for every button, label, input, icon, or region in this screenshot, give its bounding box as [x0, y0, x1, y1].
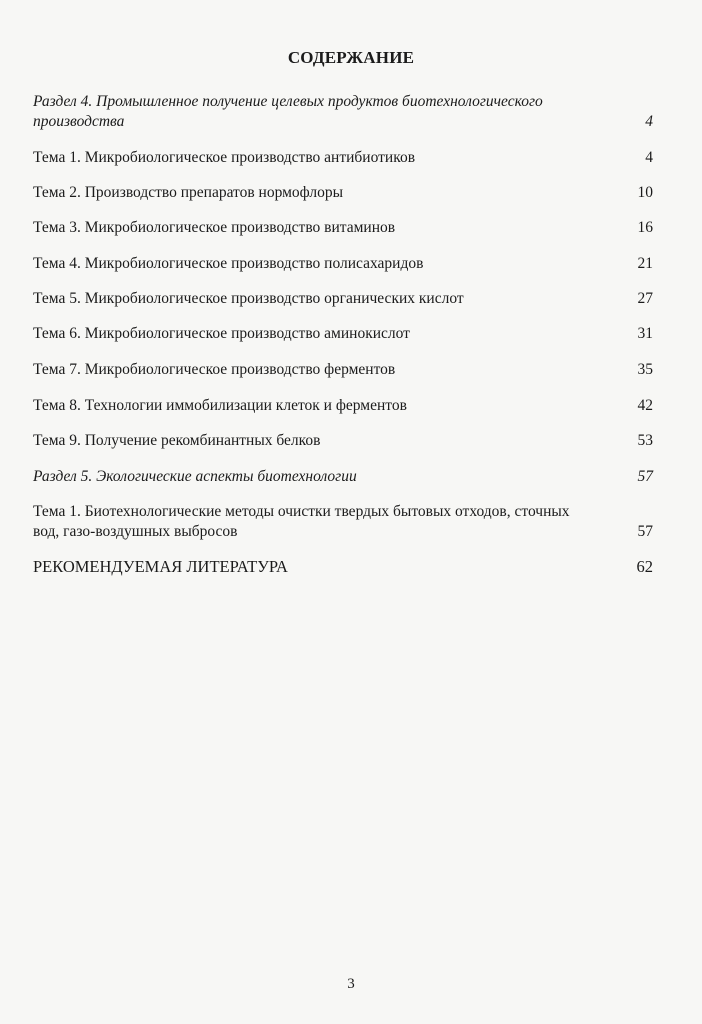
toc-entry-text: Тема 6. Микробиологическое производство аминокислот	[33, 325, 410, 342]
toc-entry-section-5	[33, 467, 653, 487]
toc-entry	[33, 148, 653, 168]
toc-entry-page: 35	[637, 361, 653, 378]
page-title: СОДЕРЖАНИЕ	[287, 48, 415, 67]
toc-entry-literature	[33, 557, 653, 577]
toc-entry	[33, 289, 653, 309]
toc-entry	[33, 360, 653, 380]
toc-entry-section-4	[33, 92, 653, 132]
toc-entry-page: 4	[645, 113, 653, 130]
toc-entry-page: 21	[637, 255, 653, 272]
toc-entry-text: Тема 9. Получение рекомбинантных белков	[33, 432, 321, 449]
toc-entry-text: Тема 5. Микробиологическое производство органических кислот	[33, 290, 464, 307]
toc-entry	[33, 183, 653, 203]
toc-entry-text: Тема 4. Микробиологическое производство полисахаридов	[33, 255, 424, 272]
toc-entry-page: 57	[637, 468, 653, 485]
toc-entry-text: Тема 8. Технологии иммобилизации клеток и ферментов	[33, 397, 407, 414]
toc-entry-text: Тема 1. Биотехнологические методы очистки твердых бытовых отходов, сточных вод, газо-воздушных выбросов	[33, 503, 570, 540]
toc-entry	[33, 218, 653, 238]
toc-entry-text: Тема 1. Микробиологическое производство антибиотиков	[33, 149, 416, 166]
toc-entry-page: 57	[637, 523, 653, 540]
toc-entry-page: 16	[637, 219, 653, 236]
toc-entry-page: 62	[636, 557, 653, 576]
toc-entry-text: Тема 3. Микробиологическое производство витаминов	[33, 219, 396, 236]
toc-entry	[33, 502, 653, 542]
toc-entry-page: 10	[637, 184, 653, 201]
toc-entry-page: 27	[637, 290, 653, 307]
toc-entry	[33, 431, 653, 451]
toc-entry-text: РЕКОМЕНДУЕМАЯ ЛИТЕРАТУРА	[33, 557, 288, 576]
toc-entry-text: Тема 2. Производство препаратов нормофлоры	[33, 184, 343, 201]
toc-entry	[33, 396, 653, 416]
toc-entry	[33, 324, 653, 344]
toc-entry-text: Раздел 5. Экологические аспекты биотехнологии	[33, 468, 357, 485]
toc-entry-page: 31	[637, 325, 653, 342]
toc-entry-text: Тема 7. Микробиологическое производство ферментов	[33, 361, 396, 378]
toc-entry-page: 42	[637, 397, 653, 414]
toc-entry-page: 4	[645, 149, 653, 166]
toc-entry	[33, 254, 653, 274]
toc-entry-page: 53	[637, 432, 653, 449]
toc-entry-text: Раздел 4. Промышленное получение целевых продуктов биотехнологического производства	[33, 93, 543, 130]
page-number: 3	[347, 976, 355, 992]
